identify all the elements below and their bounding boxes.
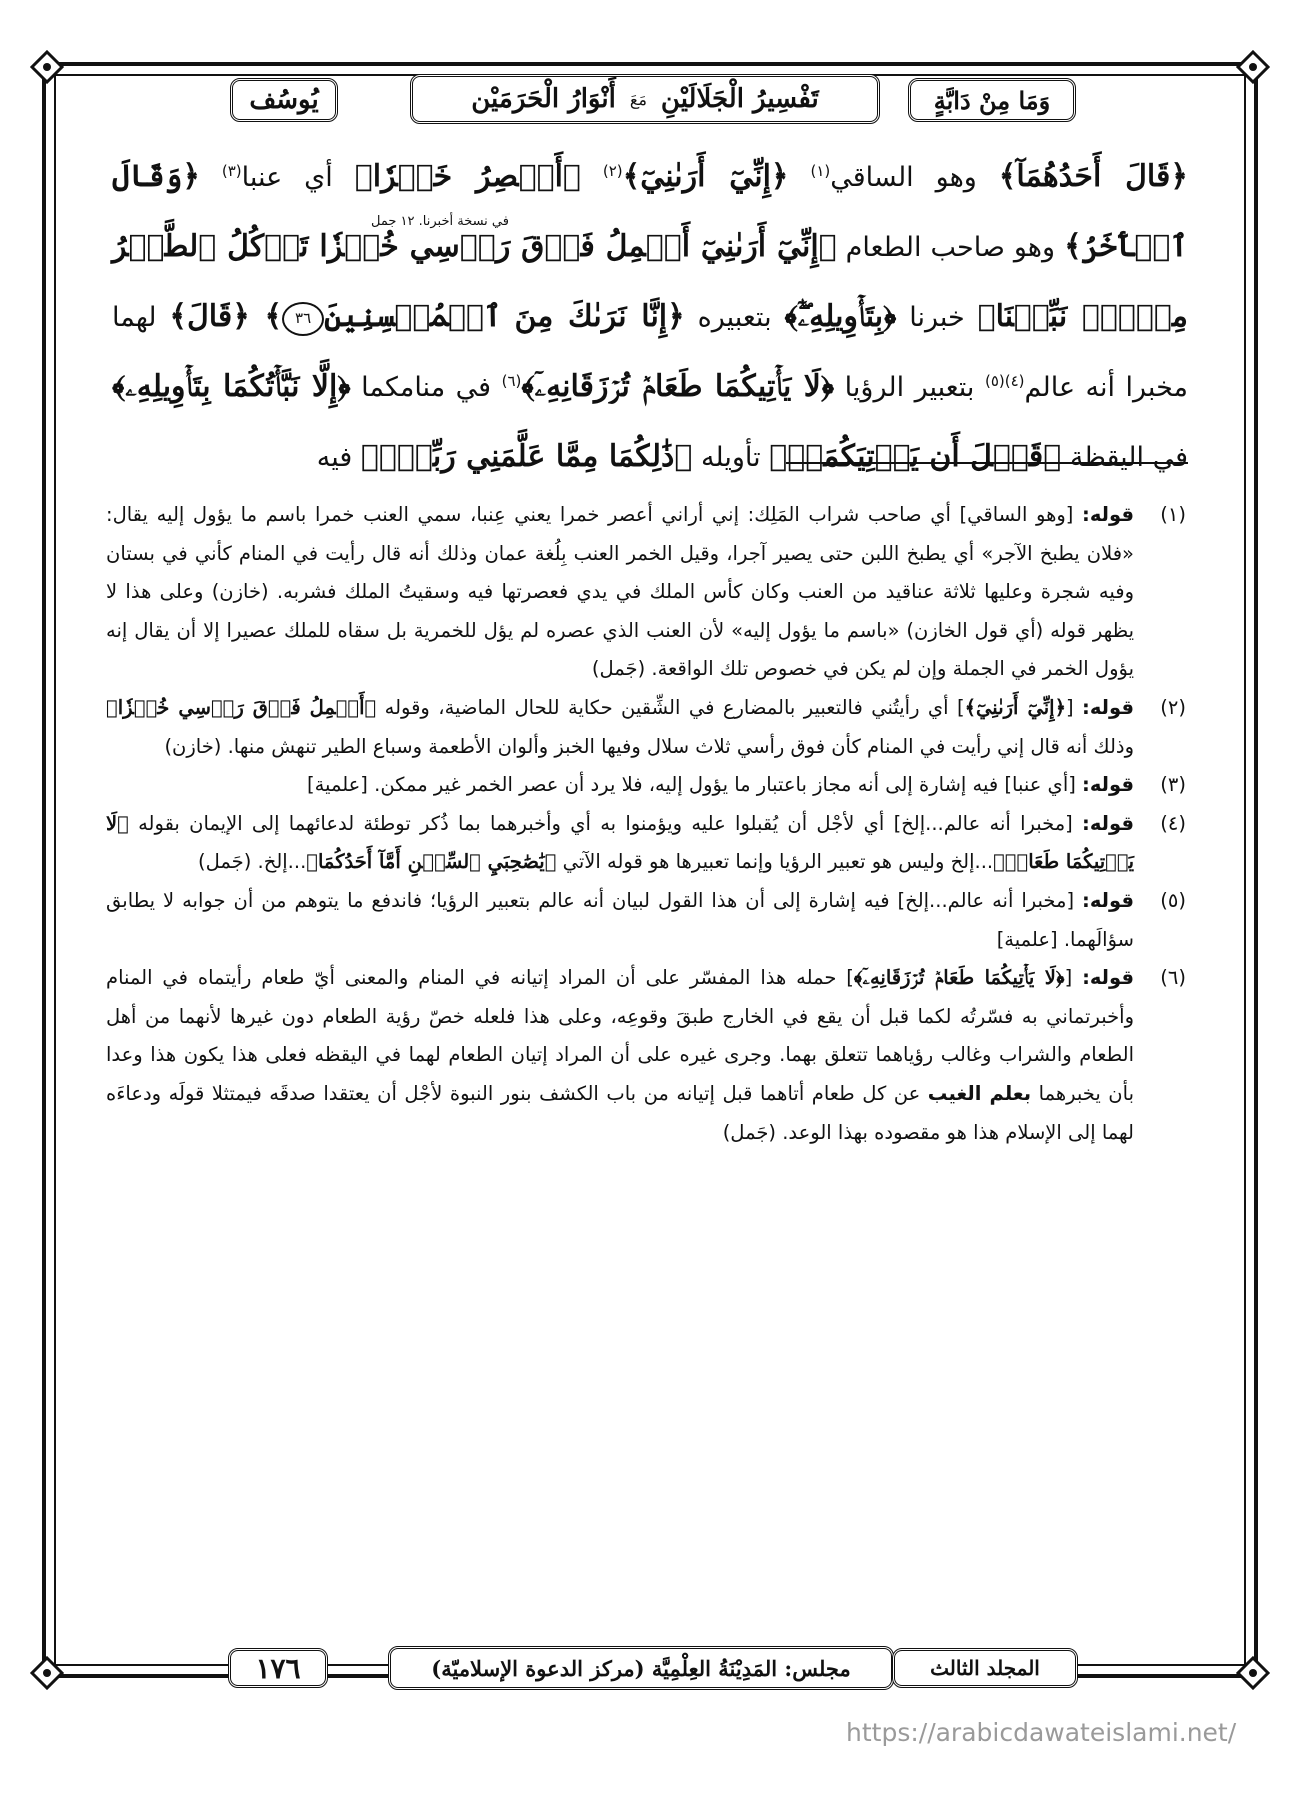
tafsir-text: بتعبيره bbox=[684, 302, 785, 333]
footnote-text: عن كل طعام أتاهما قبل إتيانه من باب الكشف بنور النبوة لأجْل أن يعتقدا صدقَه فيمتثلا قولَه ودعاءَه لهما إلى الإسلام هذا هو مقصوده بهذا الوعد. (جَمل) bbox=[106, 1081, 1134, 1144]
footnote-text: ...إلخ وليس هو تعبير الرؤيا وإنما تعبيرها هو قوله الآتي bbox=[556, 850, 994, 874]
watermark-url: https://arabicdawateislami.net/ bbox=[846, 1718, 1237, 1747]
footnote-number: (٤) bbox=[1160, 811, 1186, 835]
footnote bbox=[106, 689, 1186, 766]
commentary-title: أَنْوَارُ الْحَرَمَيْن bbox=[471, 84, 616, 114]
footnote-text: [مخبرا أنه عالم...إلخ] فيه إشارة إلى أن هذا القول لبيان أنه عالم بتعبير الرؤيا؛ فاندفع ما يتوهم من أن جوابه لا يطابق سؤالَهما. [علمية] bbox=[106, 888, 1134, 951]
title-separator: مَعَ bbox=[629, 89, 647, 109]
tafsir-text: وهو الساقي bbox=[830, 162, 999, 193]
quran-text: ﴿إِنَّا نَرَىٰكَ مِنَ bbox=[514, 299, 685, 334]
footnote-text: [أي عنبا] فيه إشارة إلى أنه مجاز باعتبار ما يؤول إليه، فلا يرد أن عصر الخمر غير ممكن. [علمية] bbox=[307, 773, 1083, 797]
corner-ornament-icon bbox=[1236, 1656, 1270, 1690]
footnote-text: ] أي رأيتُني فالتعبير بالمضارع في الشِّقين حكاية للحال الماضية، وقوله bbox=[376, 695, 965, 719]
tafsir-text: فيه bbox=[316, 442, 361, 473]
quran-text: ﴿لَا يَأۡتِيكُمَا طَعَامٞ تُرۡزَقَانِهِۦٓ﴾ bbox=[521, 369, 835, 404]
quran-text: ﴿لَا يَأۡتِيكُمَا طَعَامٞ﴾ bbox=[106, 811, 1134, 874]
tafsir-text: أي عنبا bbox=[241, 162, 355, 193]
footnote bbox=[106, 805, 1186, 882]
footnote-number: (٣) bbox=[1160, 773, 1186, 797]
corner-ornament-icon bbox=[1236, 50, 1270, 84]
tafsir-text: الطعام bbox=[836, 232, 922, 263]
footnote-keyword: قوله: bbox=[1082, 966, 1135, 990]
footnote-ref: (٢) bbox=[602, 162, 623, 180]
footnote bbox=[106, 882, 1186, 959]
footnote-divider bbox=[786, 462, 1188, 464]
footnote-text: [مخبرا أنه عالم...إلخ] أي لأجْل أن يُقبلوا عليه ويؤمنوا به أي وأخبرهما بما ذُكر توطئة لدعائهما إلى الإيمان بقوله bbox=[128, 811, 1083, 835]
surah-name: يُوسُف bbox=[230, 78, 338, 122]
corner-ornament-icon bbox=[30, 50, 64, 84]
quran-text: ﴿لَا يَأۡتِيكُمَا طَعَامٞ تُرۡزَقَانِهِۦٓ﴾ bbox=[853, 966, 1065, 990]
tafsir-text: في bbox=[455, 372, 502, 403]
juz-name: وَمَا مِنْ دَابَّةٍ bbox=[908, 78, 1076, 122]
footnote-keyword: قوله: bbox=[1082, 773, 1134, 797]
footnote bbox=[106, 496, 1186, 689]
footnote-text: [ bbox=[1066, 695, 1083, 719]
footnote-text: ] حمله هذا المفسّر على أن المراد إتيانه في المنام والمعنى أيّ طعام رأيتماه في المنام وأخبرتماني به فسّرتُه لكما قبل أن يقع في الخارج طبقَ وقوعِه، وعلى هذا فلعله خصّ رؤية الطعام دون غيرها لأنهما من أهل الطعام والشراب وغالب رؤياهما تتعلق بهما. وجرى غيره على أن المراد إتيان الطعام لهما في اليقظه فعلى هذا يكون هذا وعدا بأن يخبرهما bbox=[106, 966, 1134, 1105]
footnote-text: وذلك أنه قال إني رأيت في المنام كأن فوق رأسي ثلاث سلال وفيها الخبز وألوان الأطعمة وسباع الطير تنهش منها. (خازن) bbox=[164, 734, 1134, 758]
marginal-note: في نسخة أخبرنا. ١٢ جمل bbox=[371, 214, 509, 229]
quran-text: ﴿قَبۡلَ أَن يَأۡتِيَكُمَاۚ﴾ bbox=[769, 439, 1062, 474]
page-number: ١٧٦ bbox=[228, 1648, 328, 1688]
quran-text: ﴾ bbox=[249, 299, 283, 334]
book-title: تَفْسِيرُ الْجَلَالَيْنِ bbox=[660, 84, 819, 114]
quran-text: ﴿قَالَ﴾ bbox=[169, 299, 250, 334]
tafsir-text: خبرنا bbox=[896, 302, 978, 333]
tafsir-text: تأويله bbox=[692, 442, 770, 473]
footnote-number: (٢) bbox=[1160, 695, 1186, 719]
quran-text: ﴿بِتَأۡوِيلِهِۦٓۖ﴾ bbox=[784, 299, 897, 334]
footnote-ref: (٦) bbox=[501, 372, 522, 390]
tafsir-text: وهو صاحب bbox=[930, 232, 1065, 263]
footnote bbox=[106, 766, 1186, 805]
footnote-ref: (٣) bbox=[221, 162, 242, 180]
quran-text: ﴿إِنِّيٓ أَرَىٰنِيٓ﴾ bbox=[622, 159, 789, 194]
quran-text: ﴿إِلَّا نَبَّأۡتُكُمَا بِتَأۡوِيلِهِۦ﴾ bbox=[112, 369, 351, 404]
quran-text: ﴿وَقَالَ ٱلۡأٓخَرُ﴾ bbox=[112, 159, 1188, 264]
volume-label: المجلد الثالث bbox=[892, 1648, 1078, 1688]
footnote-keyword: قوله: bbox=[1082, 811, 1134, 835]
footnote-number: (١) bbox=[1160, 503, 1186, 526]
publisher-name: مجلس: المَدِيْنَةُ العِلْمِيَّة (مركز الدعوة الإسلاميّة) bbox=[388, 1646, 894, 1690]
footnote-ref: (١) bbox=[810, 162, 831, 180]
quran-text: ﴿ذَٰلِكُمَا مِمَّا عَلَّمَنِي رَبِّيٓۚ﴾ bbox=[360, 439, 693, 474]
footnote-text: ...إلخ. (جَمل) bbox=[198, 850, 307, 874]
ayah-number-marker: ٣٦ bbox=[282, 302, 324, 336]
footnote-ref: (٥) bbox=[984, 372, 1005, 390]
footnote-number: (٦) bbox=[1160, 966, 1186, 990]
tafsir-text: بتعبير الرؤيا bbox=[834, 372, 985, 403]
footnotes bbox=[106, 496, 1186, 1152]
book-title-banner bbox=[410, 74, 880, 124]
footnote-number: (٥) bbox=[1160, 888, 1186, 912]
tafsir-text: لهما مخبرا أنه عالم bbox=[112, 302, 1188, 403]
quran-text: ﴿أَحۡمِلُ فَوۡقَ رَأۡسِي خُبۡزٗا﴾ bbox=[106, 695, 377, 719]
tafsir-text: منامكما bbox=[350, 372, 446, 403]
footnote-text: [ bbox=[1064, 966, 1083, 990]
quran-text: ﴿يَٰصَٰحِبَيِ ٱلسِّجۡنِ أَمَّآ أَحَدُكُمَا﴾ bbox=[306, 850, 557, 874]
footnote-keyword: قوله: bbox=[1082, 888, 1134, 912]
quran-text: ٱلۡمُحۡسِنِينَ bbox=[324, 299, 502, 334]
quran-text: ﴿إِنِّيٓ أَرَىٰنِيٓ﴾ bbox=[964, 695, 1066, 719]
footnote-keyword: قوله: bbox=[1082, 695, 1134, 719]
footnote-ref: (٤) bbox=[1004, 372, 1025, 390]
footnote bbox=[106, 959, 1186, 1152]
quran-text: ﴿أَعۡصِرُ خَمۡرٗا﴾ bbox=[354, 159, 581, 194]
corner-ornament-icon bbox=[30, 1656, 64, 1690]
tafsir-text: في اليقظة bbox=[1061, 442, 1188, 473]
footnote-emphasis: بعلم الغيب bbox=[927, 1081, 1032, 1105]
tafsir-main-text bbox=[112, 142, 1188, 492]
footnote-text: [وهو الساقي] أي صاحب شراب المَلِك: إني أراني أعصر خمرا يعني عِنبا، سمي العنب خمرا باسم ما يؤول إليه يقال: «فلان يطبخ الآجر» أي يطبخ اللبن حتى يصير آجرا، وقيل الخمر العنب بِلُغة عمان وذلك أنه قال رأيت في المنام كأني في بستان وفيه شجرة وعليها ثلاثة عناقيد من العنب وكان كأس الملك في يدي فعصرتها فيه وسقيتُ الملك فشربه. (خازن) وعلى هذا لا يظهر قوله (أي قول الخازن) «باسم ما يؤول إليه» لأن العنب الذي عصره لم يؤل للخمرية بل سقاه للملك عصيرا إلا أن يقال إنه يؤول الخمر في الجملة وإن لم يكن في خصوص تلك الواقعة. (جَمل) bbox=[106, 503, 1134, 681]
quran-text: ﴿قَالَ أَحَدُهُمَآ﴾ bbox=[998, 159, 1188, 194]
footnote-keyword: قوله: bbox=[1082, 503, 1134, 526]
quran-text: ﴿إِنِّيٓ أَرَىٰنِيٓ أَحۡمِلُ فَوۡقَ رَأۡسِي خُبۡزٗا تَأۡكُلُ ٱلطَّيۡرُ مِنۡهُۖ نَبِّئۡنَا﴾ bbox=[112, 229, 1188, 334]
